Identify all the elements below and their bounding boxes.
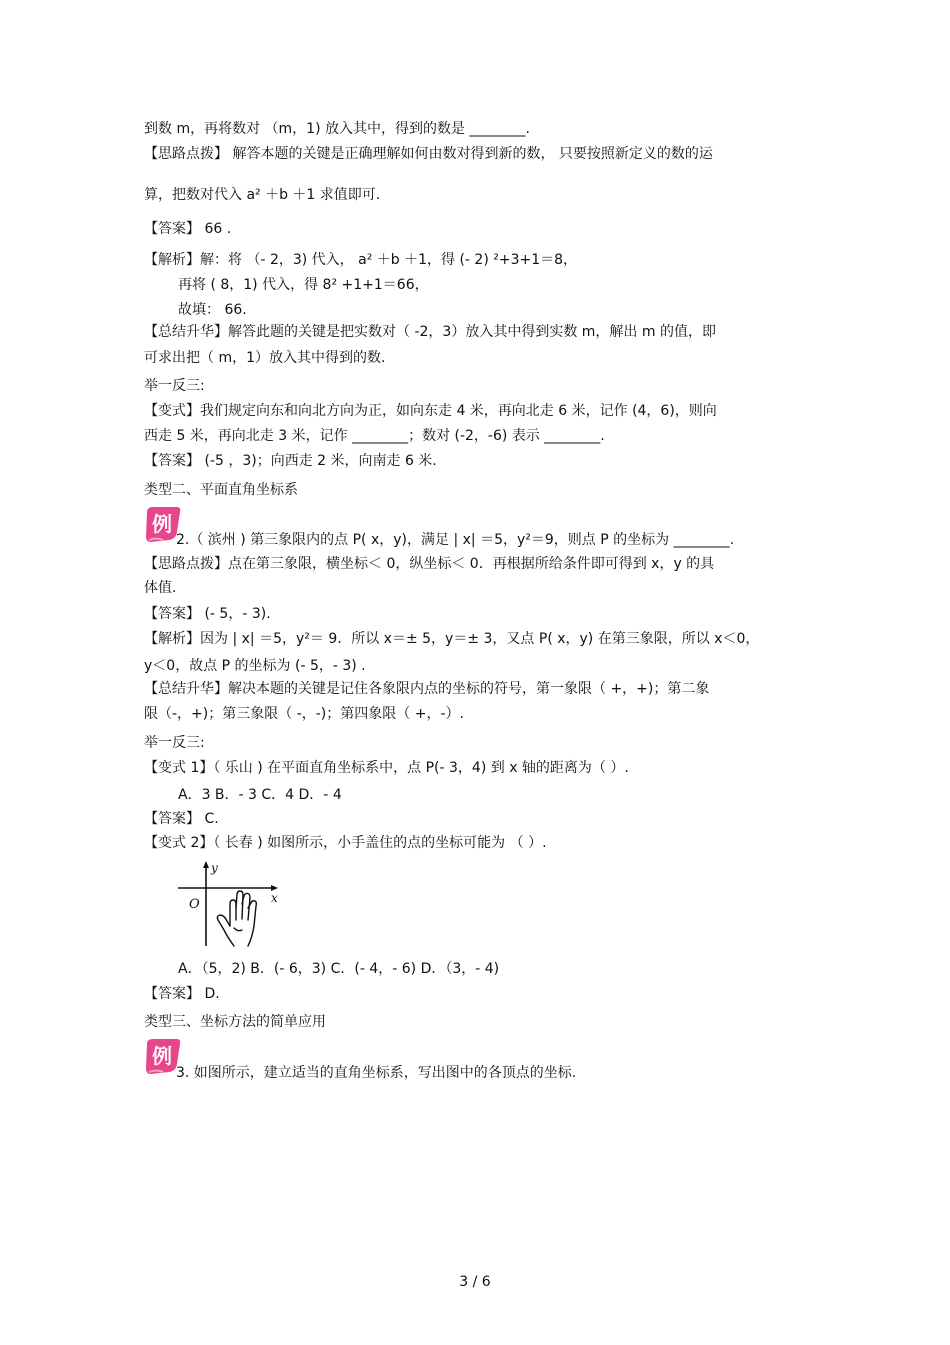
example-question: 3. 如图所示，建立适当的直角坐标系，写出图中的各顶点的坐标. <box>176 1065 577 1081</box>
svg-text:例: 例 <box>152 1044 172 1068</box>
text-line: 举一反三: <box>144 735 205 751</box>
text-line: 【思路点拨】点在第三象限，横坐标＜ 0，纵坐标＜ 0．再根据所给条件即可得到 x，y 的具 <box>144 556 715 572</box>
svg-text:O: O <box>189 897 200 912</box>
text-line: 【总结升华】解答此题的关键是把实数对（ -2，3）放入其中得到实数 m，解出 m 的值，即 <box>144 324 716 340</box>
text-line: 【解析】因为 | x| ＝5，y²＝ 9．所以 x＝± 5，y＝± 3，又点 P( x，y) 在第三象限，所以 x＜0， <box>144 631 760 647</box>
svg-text:x: x <box>271 891 278 905</box>
text-line: 体值. <box>144 580 177 596</box>
text-line: 【答案】 66 . <box>144 221 232 237</box>
text-line: 西走 5 米，再向北走 3 米，记作 ________；数对 (-2，-6) 表示 ________. <box>144 428 605 444</box>
text-line: 【答案】 (- 5，- 3). <box>144 606 271 622</box>
text-line: 【变式 1】（ 乐山 ) 在平面直角坐标系中，点 P(- 3，4) 到 x 轴的距离为（ ）. <box>144 760 629 776</box>
svg-text:y: y <box>211 861 218 875</box>
text-line: 【解析】解：将 （- 2，3) 代入， a² ＋b ＋1，得 (- 2) ²+3+1＝8， <box>144 252 578 268</box>
text-line: 到数 m，再将数对 （m，1) 放入其中，得到的数是 ________. <box>144 121 530 137</box>
page-number: 3 / 6 <box>459 1274 491 1290</box>
example-question: 2.（ 滨州 ) 第三象限内的点 P( x，y)，满足 | x| ＝5，y²＝9，则点 P 的坐标为 ________. <box>176 532 735 548</box>
text-line: 限（-，+)；第三象限（ -，-)；第四象限（ +，-）. <box>144 706 464 722</box>
text-line: 故填： 66. <box>178 302 247 318</box>
hand-icon <box>217 891 256 946</box>
section-heading: 类型三、坐标方法的简单应用 <box>144 1014 326 1030</box>
text-line: 【答案】 C. <box>144 811 219 827</box>
section-heading: 类型二、平面直角坐标系 <box>144 482 298 498</box>
text-line: 【总结升华】解决本题的关键是记住各象限内点的坐标的符号，第一象限（ +，+)；第二象 <box>144 681 710 697</box>
text-line: 【思路点拨】 解答本题的关键是正确理解如何由数对得到新的数， 只要按照新定义的数的运 <box>144 146 713 162</box>
answer-options: A．3 B．- 3 C．4 D．- 4 <box>178 787 342 803</box>
text-line: 【答案】 D. <box>144 986 220 1002</box>
svg-text:例: 例 <box>152 512 172 536</box>
text-line: 【变式】我们规定向东和向北方向为正，如向东走 4 米，再向北走 6 米，记作 (4，6)，则向 <box>144 403 717 419</box>
text-line: y＜0，故点 P 的坐标为 (- 5，- 3) . <box>144 658 366 674</box>
text-line: 算，把数对代入 a² ＋b ＋1 求值即可. <box>144 187 381 203</box>
answer-options: A．（5，2) B．(- 6，3) C．(- 4，- 6) D．（3，- 4) <box>178 961 500 977</box>
text-line: 可求出把（ m，1）放入其中得到的数. <box>144 350 386 366</box>
text-line: 再将 ( 8，1) 代入，得 8² +1+1＝66， <box>178 277 429 293</box>
text-line: 举一反三: <box>144 378 205 394</box>
coordinate-figure <box>172 858 284 950</box>
text-line: 【变式 2】（ 长春 ) 如图所示，小手盖住的点的坐标可能为 （ ）. <box>144 835 547 851</box>
text-line: 【答案】 (-5 ，3)；向西走 2 米，向南走 6 米. <box>144 453 437 469</box>
